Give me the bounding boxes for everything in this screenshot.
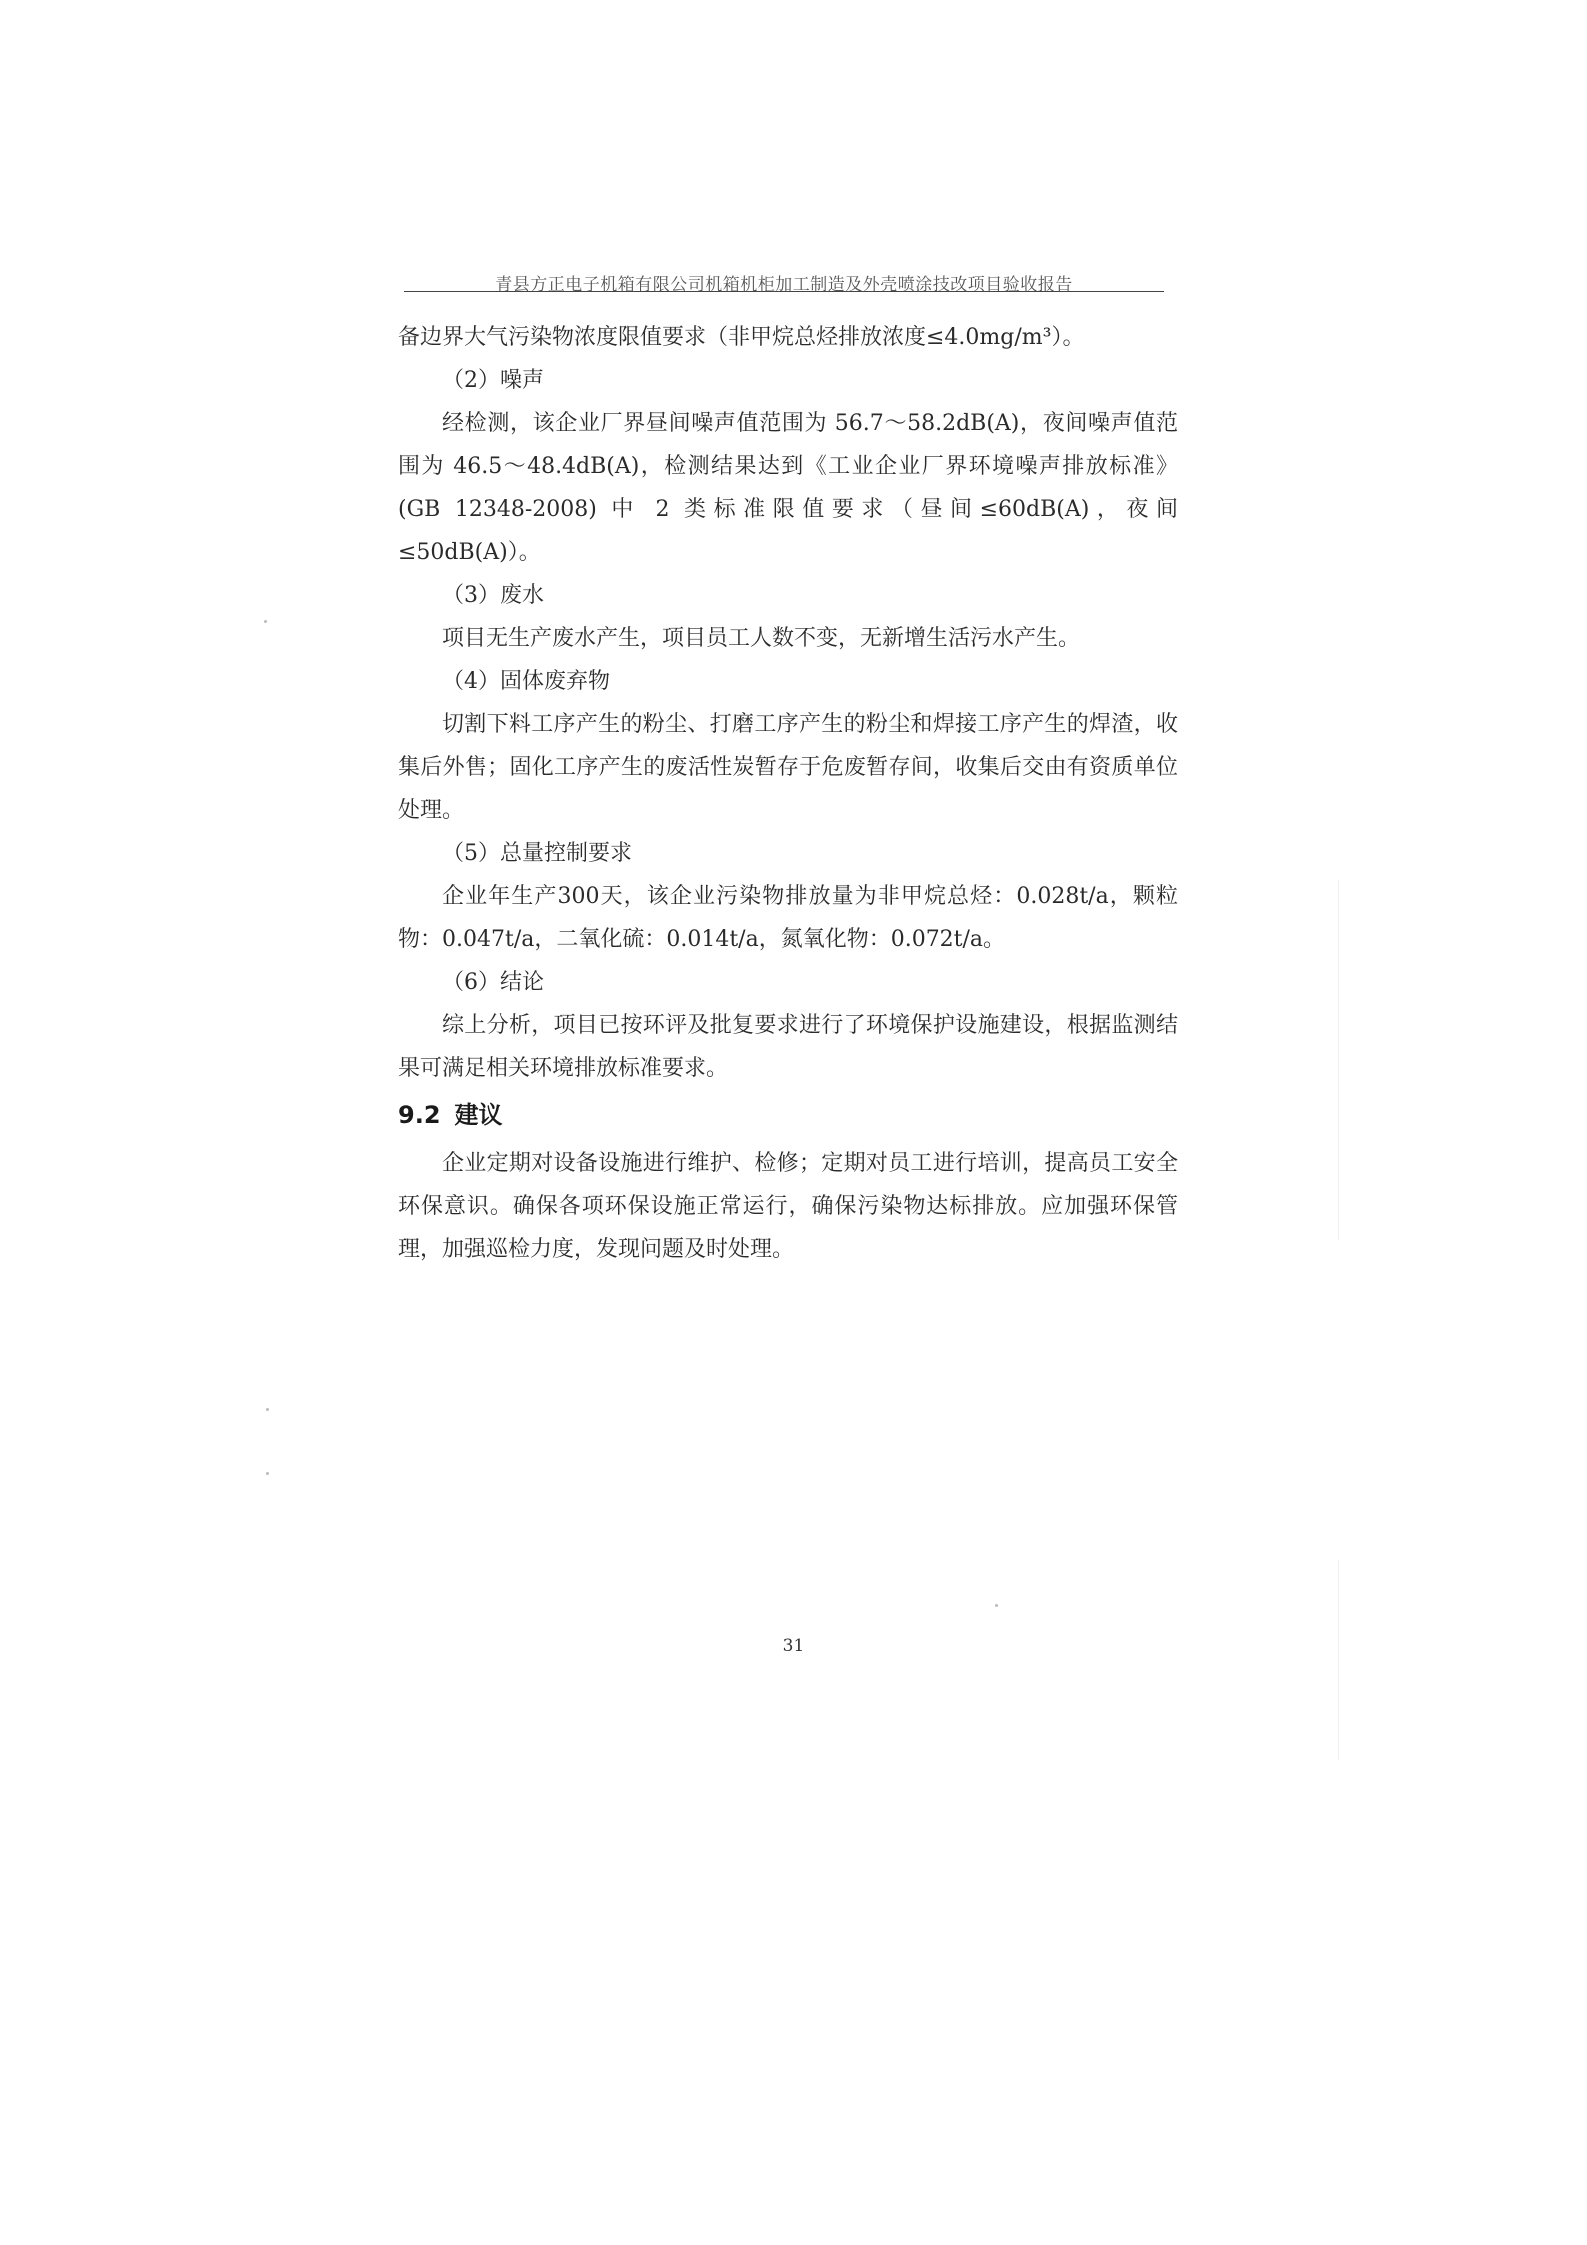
scan-edge-mark <box>1338 880 1339 1240</box>
noise-heading: （2）噪声 <box>442 368 544 393</box>
wastewater-heading: （3）废水 <box>442 583 544 608</box>
body-content <box>398 316 1178 1271</box>
air-standard-tail: 备边界大气污染物浓度限值要求（非甲烷总烃排放浓度≤4.0mg/m³）。 <box>398 325 1085 350</box>
scan-edge-mark <box>1338 1560 1339 1760</box>
total-control-paragraph: 企业年生产300天，该企业污染物排放量为非甲烷总烃：0.028t/a，颗粒物：0.047t/a，二氧化硫：0.014t/a，氮氧化物：0.072t/a。 <box>398 884 1179 952</box>
section-number: 9.2 <box>398 1101 441 1129</box>
scan-speck <box>266 1472 269 1475</box>
total-control-heading: （5）总量控制要求 <box>442 841 632 866</box>
solid-waste-paragraph: 切割下料工序产生的粉尘、打磨工序产生的粉尘和焊接工序产生的焊渣，收集后外售；固化工序产生的废活性炭暂存于危废暂存间，收集后交由有资质单位处理。 <box>398 712 1178 823</box>
conclusion-heading: （6）结论 <box>442 970 544 995</box>
running-header: 青县方正电子机箱有限公司机箱机柜加工制造及外壳喷涂技改项目验收报告 <box>495 275 1073 295</box>
scan-speck <box>266 1408 269 1411</box>
conclusion-paragraph: 综上分析，项目已按环评及批复要求进行了环境保护设施建设，根据监测结果可满足相关环境排放标准要求。 <box>398 1013 1178 1081</box>
noise-paragraph: 经检测，该企业厂界昼间噪声值范围为 56.7～58.2dB(A)，夜间噪声值范围为 46.5～48.4dB(A)，检测结果达到《工业企业厂界环境噪声排放标准》(GB 12348-2008) 中 2 类标准限值要求（昼间≤60dB(A)，夜间≤50dB(A)）。 <box>398 411 1178 565</box>
header-rule <box>404 291 1164 292</box>
wastewater-paragraph: 项目无生产废水产生，项目员工人数不变，无新增生活污水产生。 <box>442 626 1081 651</box>
page-number: 31 <box>782 1636 805 1656</box>
section-title: 建议 <box>454 1101 503 1129</box>
section-heading-9-2 <box>398 1092 1178 1138</box>
scan-speck <box>995 1604 998 1607</box>
solid-waste-heading: （4）固体废弃物 <box>442 669 610 694</box>
suggestion-paragraph: 企业定期对设备设施进行维护、检修；定期对员工进行培训，提高员工安全环保意识。确保各项环保设施正常运行，确保污染物达标排放。应加强环保管理，加强巡检力度，发现问题及时处理。 <box>398 1151 1178 1262</box>
scan-speck <box>264 620 267 623</box>
